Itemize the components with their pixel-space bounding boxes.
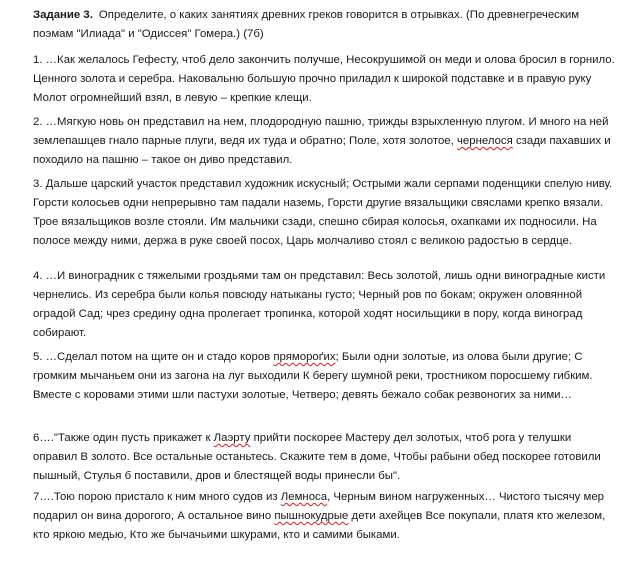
excerpt-text: прийти поскорее Мастеру дел золотых, чтоб рога у телушки оправил В золото. Все остальные останьтесь. Скажите тем в доме, Чтобы рабыни обед поскорее готовили пышный, Стулья б поставили, дров и блестящей воды принесли бы".: [33, 432, 601, 482]
excerpt-text: 6…."Также один пусть прикажет к: [33, 432, 214, 444]
task-heading: [33, 6, 613, 44]
excerpt-text: сзади пахавших и походило на пашню – такое он диво представил.: [33, 135, 611, 166]
excerpt-text: 5. …Сделал потом на щите он и стадо коров: [33, 351, 274, 363]
excerpt-text: 7….Тою порою пристало к ним много судов из: [33, 491, 281, 503]
excerpt-2: [33, 113, 618, 170]
excerpt-text: 1. …Как желалось Гефесту, чтоб дело закончить получше, Несокрушимой он меди и олова бросил в горнило. Ценного золота и серебра. Наковальню большую прочно приладил к широкой подставке и в правую руку Молот огромнейший взял, в левую – крепкие клещи.: [33, 54, 615, 104]
excerpt-text: ; Были одни золотые, из олова были другие; С громким мычаньем они из загона на луг выходили К берегу шумной реки, тростником поросшему гибким. Вместе с коровами этими шли пастухи золотые, Четверо; девять бежало собак резвоногих за ними…: [33, 351, 593, 401]
excerpt-5: [33, 348, 618, 405]
spelling-flag: Лемноса: [280, 491, 328, 503]
spelling-flag: чернелося: [456, 135, 513, 147]
excerpt-4: [33, 267, 618, 343]
excerpt-3: [33, 175, 618, 251]
task-label: Задание 3.: [33, 9, 93, 21]
excerpt-text: , Черным вином нагруженных… Чистого тысячу мер подарил он вина дорогого, А остальное вино: [33, 491, 604, 522]
excerpt-7: [33, 488, 618, 545]
spelling-flag: прямороґих: [273, 351, 336, 363]
excerpt-text: 2. …Мягкую новь он представил на нем, плодородную пашню, трижды взрыхленную плугом. И много на ней землепашцев гнало парные плуги, ведя их туда и обратно; Поле, хотя золотое,: [33, 116, 609, 147]
excerpt-6: [33, 429, 618, 486]
excerpt-text: 3. Дальше царский участок представил художник искусный; Острыми жали серпами поденщики спелую ниву. Горсти колосьев одни непрерывно там падали наземь, Горсти другие вязальщики свяслами крепко вязали. Трое вязальщиков возле стояли. Им мальчики сзади, спешно сбирая колосья, охапками их подносили. На полосе между ними, держа в руке своей посох, Царь молчаливо стоял с великою радостью в сердце.: [33, 178, 613, 247]
task-text: Определите, о каких занятиях древних греков говорится в отрывках. (По древнегреческим поэмам "Илиада" и "Одиссея" Гомера.) (7б): [33, 9, 580, 40]
excerpt-text: 4. …И виноградник с тяжелыми гроздьями там он представил: Весь золотой, лишь одни виноградные кисти чернелись. Из серебра были колья повсюду натыканы густо; Черный ров по бокам; окружен оловянной оградой Сад; чрез средину одна пролегает тропинка, которой ходят носильщики в пору, когда виноград собирают.: [33, 270, 606, 339]
spelling-flag: пышнокудрые: [274, 510, 349, 522]
spelling-flag: Лаэрту: [213, 432, 251, 444]
excerpt-1: [33, 51, 618, 108]
excerpt-text: дети ахейцев Все покупали, платя кто железом, кто яркою медью, Кто же бычачьими шкурами, кто и самими быками.: [33, 510, 606, 541]
